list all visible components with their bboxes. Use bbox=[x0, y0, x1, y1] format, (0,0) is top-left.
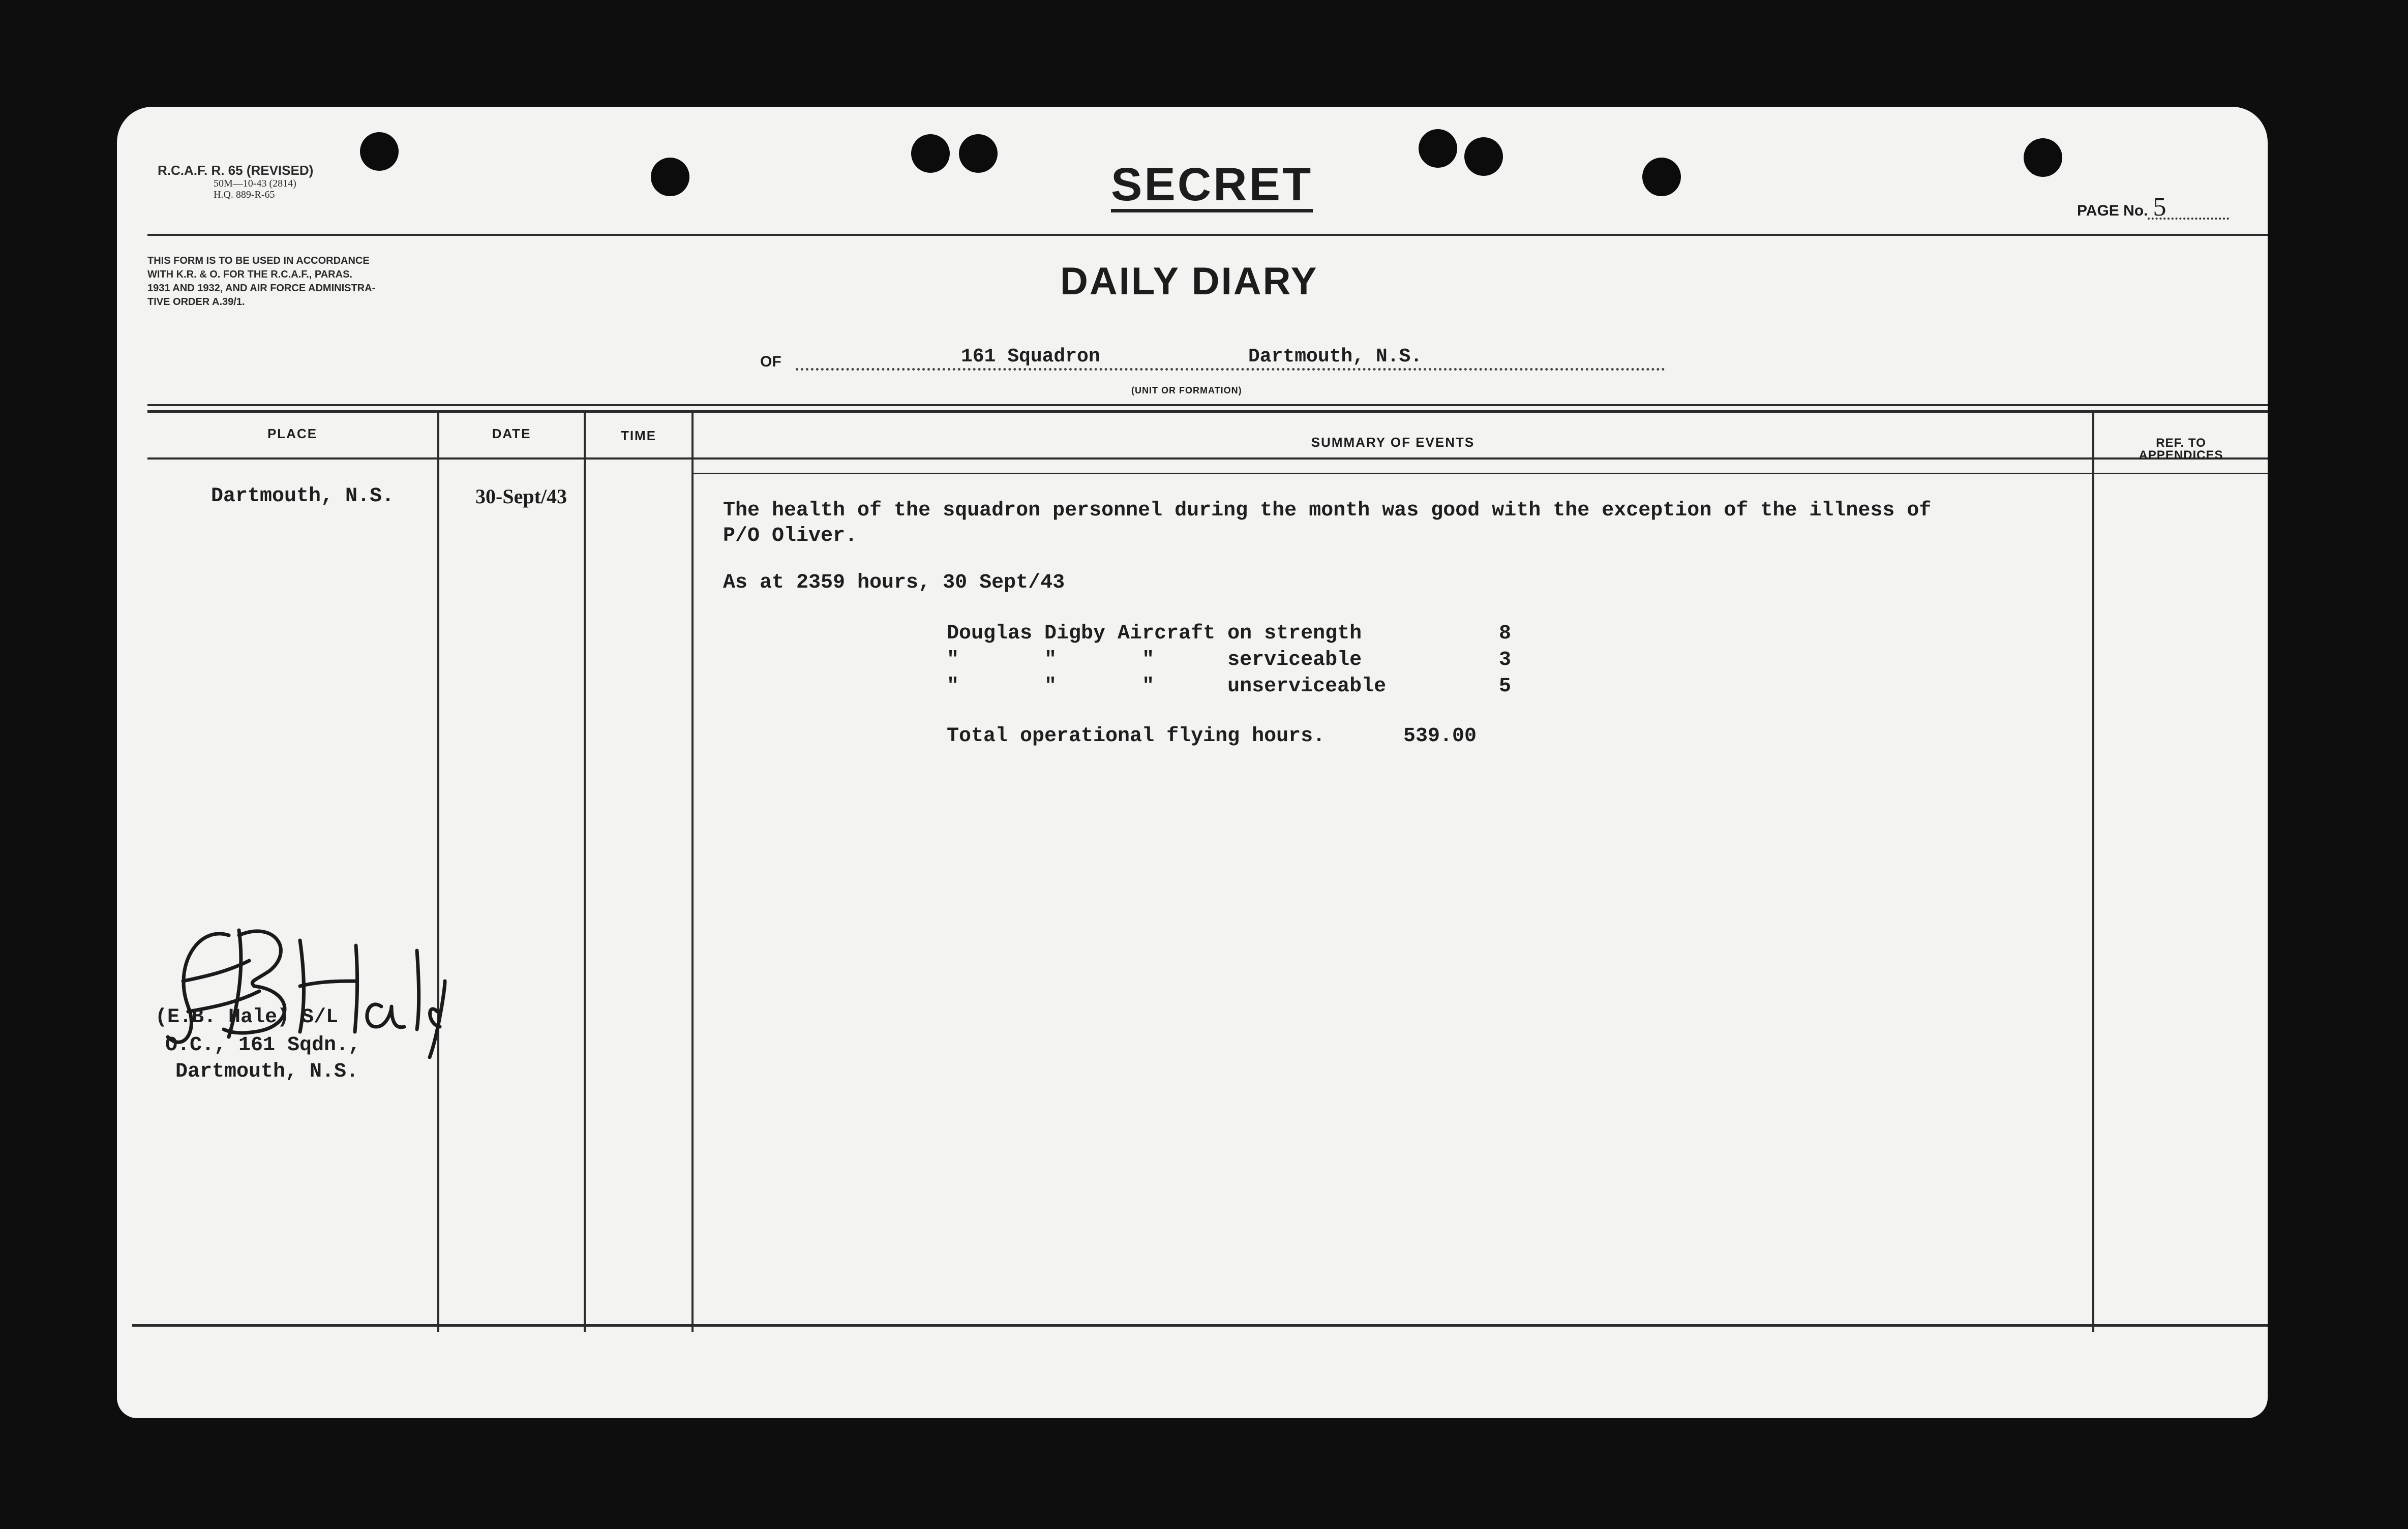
usage-note-line: THIS FORM IS TO BE USED IN ACCORDANCE bbox=[147, 255, 370, 266]
page-title: DAILY DIARY bbox=[1060, 260, 1318, 303]
unit-name: 161 Squadron bbox=[961, 346, 1100, 368]
unit-field bbox=[796, 342, 1665, 371]
column-header-place: PLACE bbox=[267, 426, 318, 441]
column-header-summary: SUMMARY OF EVENTS bbox=[1311, 435, 1475, 450]
signatory-name: (E.B. Hale) S/L bbox=[155, 1006, 339, 1029]
usage-note-line: 1931 AND 1932, AND AIR FORCE ADMINISTRA- bbox=[147, 283, 376, 294]
punch-hole bbox=[1419, 129, 1457, 168]
aircraft-label: Douglas Digby Aircraft on strength bbox=[947, 622, 1362, 645]
column-divider bbox=[437, 412, 439, 1332]
unit-location: Dartmouth, N.S. bbox=[1248, 346, 1423, 368]
signatory-title: O.C., 161 Sqdn., bbox=[165, 1034, 361, 1057]
aircraft-label: " " " serviceable bbox=[947, 649, 1362, 671]
usage-note-line: WITH K.R. & O. FOR THE R.C.A.F., PARAS. bbox=[147, 269, 352, 280]
summary-as-at: As at 2359 hours, 30 Sept/43 bbox=[723, 571, 1065, 594]
punch-hole bbox=[1464, 137, 1503, 176]
diary-sheet bbox=[117, 107, 2268, 1418]
column-divider bbox=[2092, 412, 2094, 1332]
summary-line: P/O Oliver. bbox=[723, 525, 858, 547]
summary-header-rule bbox=[691, 473, 2092, 474]
usage-note-line: TIVE ORDER A.39/1. bbox=[147, 296, 245, 308]
total-hours-value: 539.00 bbox=[1403, 725, 1477, 748]
aircraft-value: 3 bbox=[1499, 649, 1512, 671]
punch-hole bbox=[651, 158, 689, 196]
unit-caption: (UNIT OR FORMATION) bbox=[1131, 385, 1242, 395]
hq-code: H.Q. 889-R-65 bbox=[214, 189, 275, 200]
summary-line: The health of the squadron personnel during the month was good with the exception of the illness of bbox=[723, 499, 1932, 522]
aircraft-label: " " " unserviceable bbox=[947, 675, 1387, 698]
page-label: PAGE No. bbox=[2077, 202, 2148, 219]
page-number-value: 5 bbox=[2148, 197, 2229, 220]
column-header-ref bbox=[2094, 437, 2268, 462]
total-hours-label: Total operational flying hours. bbox=[947, 725, 1326, 748]
ref-header-rule bbox=[2092, 473, 2268, 474]
header-row-rule bbox=[147, 457, 2268, 460]
column-header-date: DATE bbox=[492, 426, 531, 441]
punch-hole bbox=[959, 134, 998, 173]
entry-place: Dartmouth, N.S. bbox=[211, 485, 395, 508]
punch-hole bbox=[2024, 138, 2062, 177]
table-bottom-rule bbox=[132, 1324, 2268, 1327]
column-divider bbox=[584, 412, 586, 1332]
punch-hole bbox=[911, 134, 950, 173]
table-top-rule-inner bbox=[147, 410, 2268, 413]
signatory-location: Dartmouth, N.S. bbox=[175, 1060, 359, 1083]
form-reference bbox=[158, 163, 313, 200]
aircraft-value: 8 bbox=[1499, 622, 1512, 645]
ref-header-line: APPENDICES bbox=[2139, 448, 2223, 462]
aircraft-value: 5 bbox=[1499, 675, 1512, 698]
entry-date: 30-Sept/43 bbox=[475, 485, 567, 508]
usage-note bbox=[147, 254, 375, 309]
table-top-rule bbox=[147, 404, 2268, 406]
ref-header-line: REF. TO bbox=[2156, 436, 2206, 450]
classification-heading: SECRET bbox=[1111, 160, 1313, 212]
punch-hole bbox=[360, 132, 399, 171]
print-code: 50M—10-43 (2814) bbox=[214, 178, 296, 189]
punch-hole bbox=[1642, 158, 1681, 196]
form-number: R.C.A.F. R. 65 (REVISED) bbox=[158, 163, 314, 178]
of-label: OF bbox=[760, 353, 781, 370]
column-divider bbox=[691, 412, 694, 1332]
page-number bbox=[2077, 193, 2229, 222]
header-rule bbox=[147, 234, 2268, 236]
column-header-time: TIME bbox=[620, 428, 657, 443]
